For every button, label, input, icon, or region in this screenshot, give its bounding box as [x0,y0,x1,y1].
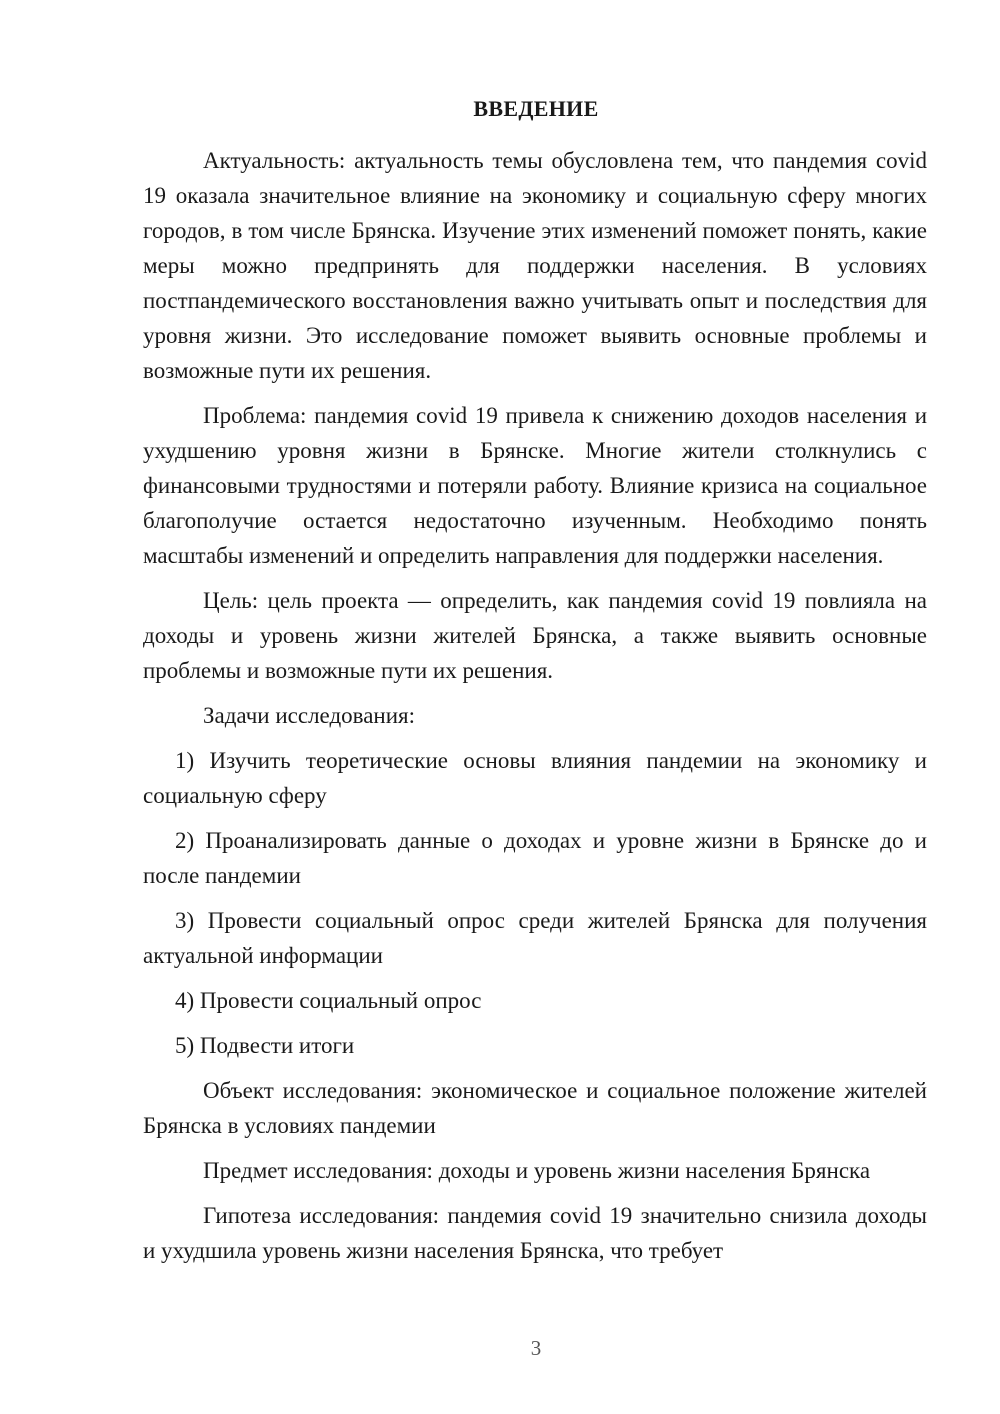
section-title: ВВЕДЕНИЕ [473,96,599,121]
paragraph-relevance: Актуальность: актуальность темы обусловлена тем, что пандемия covid 19 оказала значительное влияние на экономику и социальную сферу многих городов, в том числе Брянска. Изучение этих изменений поможет понять, какие меры можно предпринять для поддержки населения. В условиях постпандемического восстановления важно учитывать опыт и последствия для уровня жизни. Это исследование поможет выявить основные проблемы и возможные пути их решения. [143,148,927,383]
paragraph-problem: Проблема: пандемия covid 19 привела к снижению доходов населения и ухудшению уровня жизни в Брянске. Многие жители столкнулись с финансовыми трудностями и потеряли работу. Влияние кризиса на социальное благополучие остается недостаточно изученным. Необходимо понять масштабы изменений и определить направления для поддержки населения. [143,403,927,568]
task-item-3: 3) Провести социальный опрос среди жителей Брянска для получения актуальной информации [143,908,927,968]
page-number: 3 [530,1336,542,1360]
task-item-2: 2) Проанализировать данные о доходах и уровне жизни в Брянске до и после пандемии [143,828,927,888]
paragraph-goal: Цель: цель проекта — определить, как пандемия covid 19 повлияла на доходы и уровень жизни жителей Брянска, а также выявить основные проблемы и возможные пути их решения. [143,588,927,683]
task-item-4: 4) Провести социальный опрос [175,988,482,1013]
paragraph-subject: Предмет исследования: доходы и уровень жизни населения Брянска [203,1158,871,1183]
paragraph-hypothesis: Гипотеза исследования: пандемия covid 19 значительно снизила доходы и ухудшила уровень жизни населения Брянска, что требует [143,1203,927,1263]
paragraph-tasks-heading: Задачи исследования: [203,703,416,728]
body-text [143,143,927,1268]
task-item-5: 5) Подвести итоги [175,1033,355,1058]
paragraph-object: Объект исследования: экономическое и социальное положение жителей Брянска в условиях пандемии [143,1078,927,1138]
task-item-1: 1) Изучить теоретические основы влияния пандемии на экономику и социальную сферу [143,748,927,808]
